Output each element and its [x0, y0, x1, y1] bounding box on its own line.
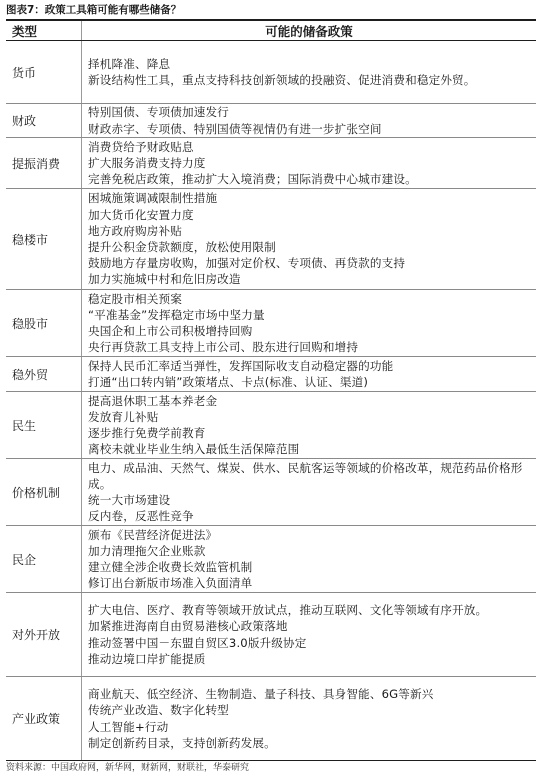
policy-item: 择机降准、降息	[88, 56, 171, 71]
policy-item: 加力实施城中村和危旧房改造	[88, 272, 241, 287]
table-row	[6, 392, 536, 459]
table-body	[6, 41, 536, 761]
category-cell: 货币	[12, 65, 37, 80]
table-row	[6, 677, 536, 761]
category-cell: 财政	[12, 114, 37, 128]
table-row	[6, 526, 536, 593]
policy-item: 发放育儿补贴	[88, 409, 159, 424]
category-cell: 民生	[12, 418, 37, 433]
table-row	[6, 41, 536, 104]
policy-item: 修订出台新版市场准入负面清单	[88, 576, 253, 591]
policy-item: 推动边境口岸扩能提质	[88, 651, 206, 666]
policy-item: 打通“出口转内销”政策堵点、卡点(标准、认证、渠道)	[88, 375, 369, 389]
policy-list	[81, 189, 536, 289]
table-row	[6, 138, 536, 189]
policy-list	[81, 357, 536, 391]
policy-item: 颁布《民营经济促进法》	[88, 527, 218, 542]
table-header	[6, 21, 536, 41]
table-row	[6, 357, 536, 392]
policy-item: “平准基金”发挥稳定市场中坚力量	[88, 307, 265, 322]
policy-item: 新设结构性工具，重点支持科技创新领域的投融资、促进消费和稳定外贸。	[88, 73, 476, 87]
policy-item: 电力、成品油、天然气、煤炭、供水、民航客运等领域的价格改革，规范药品价格形成。	[88, 460, 523, 491]
policy-item: 保持人民币汇率适当弹性，发挥国际收支自动稳定器的功能	[88, 358, 394, 373]
policy-item: 完善免税店政策，推动扩大入境消费；国际消费中心城市建设。	[88, 172, 417, 187]
policy-item: 地方政府购房补贴	[88, 223, 182, 238]
policy-list	[81, 459, 536, 525]
table-row	[6, 290, 536, 357]
source-note: 资料来源：中国政府网，新华网，财新网，财联社，华泰研究	[6, 763, 250, 773]
policy-item: 央国企和上市公司积极增持回购	[88, 324, 253, 338]
table-row	[6, 189, 536, 290]
policy-item: 建立健全涉企收费长效监管机制	[88, 560, 253, 574]
policy-item: 逐步推行免费学前教育	[88, 426, 206, 440]
policy-item: 提高退休职工基本养老金	[88, 393, 218, 408]
policy-item: 消费贷给予财政贴息	[88, 139, 194, 154]
policy-item: 加大货币化安置力度	[88, 207, 194, 222]
header-type: 类型	[12, 23, 38, 39]
table-row	[6, 459, 536, 526]
policy-list	[81, 290, 536, 356]
policy-list	[81, 104, 536, 137]
category-cell: 提振消费	[12, 156, 61, 171]
policy-item: 加力清理拖欠企业账款	[88, 543, 206, 558]
policy-item: 离校未就业毕业生纳入最低生活保障范围	[88, 442, 300, 457]
figure-title: 图表7：政策工具箱可能有哪些储备？	[6, 4, 182, 16]
policy-item: 财政赤字、专项债、特别国债等视情仍有进一步扩张空间	[88, 121, 382, 136]
policy-item: 鼓励地方存量房收购，加强对定价权、专项债、再贷款的支持	[88, 256, 406, 271]
category-cell: 稳股市	[12, 316, 49, 331]
category-cell: 价格机制	[12, 485, 61, 500]
policy-list	[81, 41, 536, 103]
policy-item: 制定创新药目录，支持创新药发展。	[88, 735, 276, 750]
policy-item: 央行再贷款工具支持上市公司、股东进行回购和增持	[88, 340, 359, 355]
policy-item: 扩大电信、医疗、教育等领域开放试点，推动互联网、文化等领域有序开放。	[88, 603, 488, 618]
policy-item: 提升公积金贷款额度，放松使用限制	[88, 240, 276, 254]
policy-list	[81, 138, 536, 188]
header-policies: 可能的储备政策	[81, 21, 536, 40]
policy-item: 反内卷，反恶性竞争	[88, 509, 194, 524]
category-cell: 对外开放	[12, 628, 61, 642]
policy-item: 传统产业改造、数字化转型	[88, 703, 229, 718]
policy-list	[81, 677, 536, 760]
table-row	[6, 104, 536, 138]
policy-table	[6, 19, 536, 761]
category-cell: 产业政策	[12, 712, 61, 726]
policy-list	[81, 392, 536, 458]
policy-list	[81, 593, 536, 676]
policy-item: 加紧推进海南自由贸易港核心政策落地	[88, 619, 288, 634]
policy-item: 扩大服务消费支持力度	[88, 155, 206, 170]
policy-item: 稳定股市相关预案	[88, 291, 182, 306]
policy-item: 特别国债、专项债加速发行	[88, 105, 229, 120]
policy-item: 统一大市场建设	[88, 493, 171, 507]
category-cell: 稳楼市	[12, 232, 49, 247]
policy-item: 推动签署中国－东盟自贸区3.0版升级协定	[88, 635, 307, 650]
policy-item: 商业航天、低空经济、生物制造、量子科技、具身智能、6G等新兴	[88, 687, 434, 702]
policy-list	[81, 526, 536, 592]
category-cell: 民企	[12, 552, 37, 567]
policy-item: 困城施策调减限制性措施	[88, 191, 218, 206]
policy-item: 人工智能+行动	[88, 719, 169, 734]
category-cell: 稳外贸	[12, 367, 49, 382]
table-row	[6, 593, 536, 677]
